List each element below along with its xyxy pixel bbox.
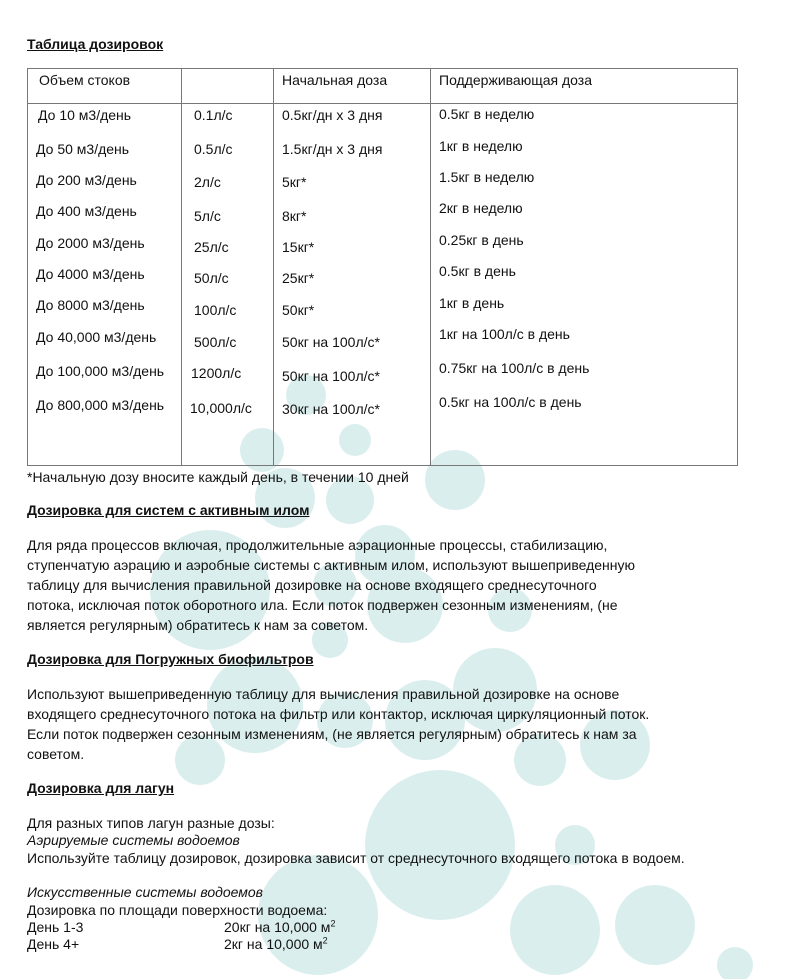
day2-value: 2кг на 10,000 $м^2$: [224, 935, 328, 952]
table-cell-initial: 0.5кг/дн х 3 дня: [282, 107, 383, 123]
table-cell-maintenance: 1кг в день: [439, 295, 505, 311]
table-cell-initial: 50кг на 100л/с*: [282, 334, 380, 350]
aerated-title: Аэрируемые системы водоемов: [27, 832, 240, 848]
table-cell-volume: До 40,000 м3/день: [36, 329, 157, 345]
table-cell-flow: 0.5л/с: [194, 141, 233, 157]
table-cell-volume: До 50 м3/день: [36, 141, 130, 157]
table-cell-volume: До 4000 м3/день: [36, 266, 145, 282]
table-cell-volume: До 400 м3/день: [36, 203, 137, 219]
table-cell-volume: До 800,000 м3/день: [36, 397, 165, 413]
table-cell-maintenance: 0.25кг в день: [439, 232, 524, 248]
aerated-text: Используйте таблицу дозировок, дозировка зависит от среднесуточного входящего потока в водоем.: [27, 850, 685, 866]
paragraph-line: входящего среднесуточного потока на фильтр или контактор, исключая циркуляционный поток.: [27, 706, 650, 722]
table-cell-flow: 10,000л/с: [190, 400, 252, 416]
artificial-title: Искусственные системы водоемов: [27, 884, 263, 900]
page-title: Таблица дозировок: [27, 36, 164, 52]
paragraph-line: Используют вышеприведенную таблицу для вычисления правильной дозировке на основе: [27, 686, 620, 702]
section-heading-biofilters: Дозировка для Погружных биофильтров: [27, 651, 314, 667]
table-cell-initial: 30кг на 100л/с*: [282, 401, 380, 417]
table-cell-volume: До 100,000 м3/день: [36, 363, 165, 379]
table-header-maintenance-dose: Поддерживающая доза: [439, 72, 592, 88]
table-cell-initial: 25кг*: [282, 270, 315, 286]
table-header-volume: Объем стоков: [39, 72, 131, 88]
table-cell-flow: 0.1л/с: [194, 107, 233, 123]
table-cell-initial: 5кг*: [282, 174, 307, 190]
table-cell-flow: 1200л/с: [191, 365, 242, 381]
table-cell-flow: 50л/с: [194, 270, 229, 286]
table-cell-flow: 100л/с: [194, 302, 237, 318]
table-header-initial-dose: Начальная доза: [282, 72, 388, 88]
lagoon-intro: Для разных типов лагун разные дозы:: [27, 815, 275, 831]
table-cell-initial: 8кг*: [282, 208, 307, 224]
table-cell-initial: 15кг*: [282, 239, 315, 255]
paragraph-line: таблицу для вычисления правильной дозировке на основе входящего среднесуточного: [27, 577, 597, 593]
table-cell-flow: 25л/с: [194, 239, 229, 255]
area-text: Дозировка по площади поверхности водоема:: [27, 902, 328, 918]
table-cell-maintenance: 0.75кг на 100л/с в день: [439, 360, 590, 376]
table-cell-maintenance: 1кг на 100л/с в день: [439, 326, 570, 342]
day2-label: День 4+: [27, 936, 80, 952]
table-cell-maintenance: 1.5кг в неделю: [439, 169, 535, 185]
table-cell-maintenance: 0.5кг в день: [439, 263, 516, 279]
paragraph-line: советом.: [27, 746, 85, 762]
table-cell-volume: До 200 м3/день: [36, 172, 137, 188]
paragraph-line: является регулярным) обратитесь к нам за советом.: [27, 617, 369, 633]
table-cell-maintenance: 1кг в неделю: [439, 138, 523, 154]
table-cell-volume: До 10 м3/день: [38, 107, 132, 123]
table-cell-flow: 500л/с: [194, 334, 237, 350]
section-heading-lagoons: Дозировка для лагун: [27, 780, 175, 796]
table-cell-maintenance: 2кг в неделю: [439, 200, 523, 216]
table-cell-volume: До 2000 м3/день: [36, 235, 145, 251]
paragraph-line: Для ряда процессов включая, продолжительные аэрационные процессы, стабилизацию,: [27, 537, 608, 553]
section-heading-activated-sludge: Дозировка для систем с активным илом: [27, 502, 310, 518]
day1-value: 20кг на 10,000 $м^2$: [224, 918, 336, 935]
table-cell-flow: 5л/с: [194, 208, 221, 224]
paragraph-line: потока, исключая поток оборотного ила. Если поток подвержен сезонным изменениям, (не: [27, 597, 618, 613]
table-cell-initial: 1.5кг/дн х 3 дня: [282, 141, 383, 157]
table-cell-volume: До 8000 м3/день: [36, 297, 145, 313]
day1-label: День 1-3: [27, 919, 84, 935]
table-cell-flow: 2л/с: [194, 174, 221, 190]
table-cell-initial: 50кг на 100л/с*: [282, 368, 380, 384]
table-cell-maintenance: 0.5кг на 100л/с в день: [439, 394, 582, 410]
paragraph-line: Если поток подвержен сезонным изменениям, (не является регулярным) обратитесь к нам за: [27, 726, 637, 742]
table-footnote: *Начальную дозу вносите каждый день, в течении 10 дней: [27, 469, 409, 485]
table-cell-maintenance: 0.5кг в неделю: [439, 106, 535, 122]
paragraph-line: ступенчатую аэрацию и аэробные системы с активным илом, используют вышеприведенную: [27, 557, 636, 573]
table-cell-initial: 50кг*: [282, 302, 315, 318]
